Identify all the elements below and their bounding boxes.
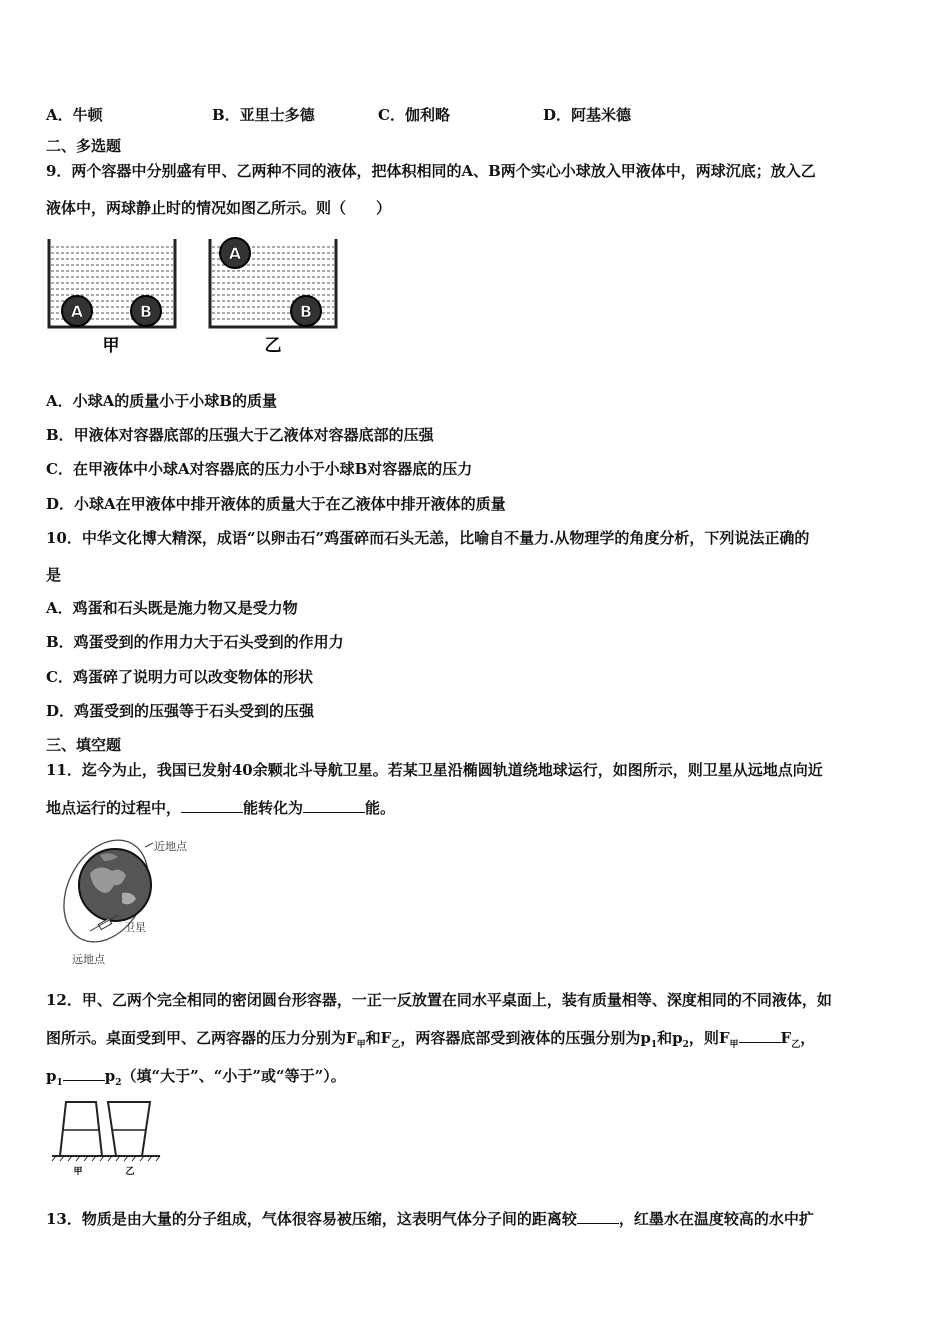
q9-option-a: A．小球A的质量小于小球B的质量	[46, 392, 277, 410]
frustum-yi	[108, 1102, 150, 1156]
q12-stem-line3	[46, 1066, 346, 1092]
q11-blank-1[interactable]	[181, 798, 243, 813]
q12-stem-line2	[46, 1028, 815, 1054]
satellite-label: 卫星	[124, 921, 146, 934]
q12-text-p2: p	[104, 1067, 116, 1085]
q12-sub-2: 2	[682, 1040, 689, 1050]
container-jia	[49, 239, 175, 356]
label-jia: 甲	[102, 336, 120, 356]
q11-stem-line1: 11．迄今为止，我国已发射40余颗北斗导航卫星。若某卫星沿椭圆轨道绕地球运行，如图所示，则卫星从远地点向近	[46, 761, 823, 779]
q12-text-b: 和F	[365, 1029, 392, 1047]
q11-text-c: 能。	[365, 799, 396, 817]
q8-option-b: B．亚里士多德	[212, 106, 315, 124]
q10-stem-line2: 是	[46, 566, 62, 584]
ball-b-label-jia: B	[139, 302, 153, 321]
q10-option-a: A．鸡蛋和石头既是施力物又是受力物	[46, 599, 298, 617]
q12-sub-1-2: 1	[56, 1078, 63, 1088]
frustum-label-yi: 乙	[125, 1167, 135, 1177]
q12-text-c: ，两容器底部受到液体的压强分别为p	[400, 1029, 651, 1047]
q12-blank-1[interactable]	[739, 1028, 781, 1043]
q8-option-d: D．阿基米德	[543, 106, 632, 124]
q11-stem-line2	[46, 798, 395, 817]
q12-text-d: 和p	[657, 1029, 683, 1047]
ball-b-label-yi: B	[299, 302, 313, 321]
q12-blank-2[interactable]	[63, 1066, 105, 1081]
q12-sub-yi-2: 乙	[791, 1040, 801, 1050]
q12-text-hint: （填“大于”、“小于”或“等于”）。	[121, 1067, 346, 1085]
q9-option-b: B．甲液体对容器底部的压强大于乙液体对容器底部的压强	[46, 426, 434, 444]
q12-text-g: ，	[800, 1029, 816, 1047]
q13-text-b: ，红墨水在温度较高的水中扩	[618, 1210, 814, 1228]
q12-text-p1: p	[46, 1067, 57, 1085]
q11-figure-orbit	[60, 835, 210, 970]
q9-option-c: C．在甲液体中小球A对容器底的压力小于小球B对容器底的压力	[46, 460, 473, 478]
q9-stem-line2: 液体中，两球静止时的情况如图乙所示。则（ ）	[46, 199, 392, 217]
q13-text-a: 13．物质是由大量的分子组成，气体很容易被压缩，这表明气体分子间的距离较	[46, 1210, 577, 1228]
section-heading-multiple-choice: 二、多选题	[46, 137, 122, 155]
q10-stem-line1: 10．中华文化博大精深，成语“以卵击石”鸡蛋碎而石头无恙，比喻自不量力.从物理学的角度分析，下列说法正确的	[46, 529, 810, 547]
q12-text-f: F	[780, 1029, 792, 1047]
q10-option-b: B．鸡蛋受到的作用力大于石头受到的作用力	[46, 633, 344, 651]
q13-blank-1[interactable]	[577, 1209, 619, 1224]
q8-option-a: A．牛顿	[46, 106, 103, 124]
q9-figure-containers	[44, 233, 344, 357]
q12-stem-line1: 12．甲、乙两个完全相同的密闭圆台形容器，一正一反放置在同水平桌面上，装有质量相等、深度相同的不同液体，如	[46, 991, 832, 1009]
q11-text-a: 地点运行的过程中，	[46, 799, 182, 817]
q8-option-c: C．伽利略	[378, 106, 450, 124]
q13-stem-line1	[46, 1209, 814, 1228]
q12-sub-2-2: 2	[115, 1078, 122, 1088]
q12-text-e: ，则F	[688, 1029, 730, 1047]
q9-option-d: D．小球A在甲液体中排开液体的质量大于在乙液体中排开液体的质量	[46, 495, 506, 513]
label-yi: 乙	[264, 336, 282, 356]
q12-sub-yi: 乙	[391, 1040, 401, 1050]
q12-figure-frustums	[50, 1098, 170, 1178]
q10-option-d: D．鸡蛋受到的压强等于石头受到的压强	[46, 702, 315, 720]
q12-sub-1: 1	[650, 1040, 658, 1050]
q12-sub-jia-2: 甲	[729, 1040, 739, 1050]
frustum-label-jia: 甲	[73, 1167, 83, 1177]
q11-blank-2[interactable]	[303, 798, 365, 813]
ball-a-label-jia: A	[70, 302, 84, 321]
q12-text-a: 图所示。桌面受到甲、乙两容器的压力分别为F	[46, 1029, 357, 1047]
q10-option-c: C．鸡蛋碎了说明力可以改变物体的形状	[46, 668, 313, 686]
q12-sub-jia: 甲	[356, 1040, 366, 1050]
apogee-label: 远地点	[72, 953, 105, 966]
frustum-jia	[60, 1102, 102, 1156]
container-yi	[210, 238, 336, 356]
q11-text-b: 能转化为	[243, 799, 304, 817]
perigee-label: 近地点	[154, 840, 187, 853]
section-heading-fill-blank: 三、填空题	[46, 736, 122, 754]
ball-a-label-yi: A	[228, 244, 242, 263]
q9-stem-line1: 9．两个容器中分别盛有甲、乙两种不同的液体，把体积相同的A、B两个实心小球放入甲液体中，两球沉底；放入乙	[46, 162, 816, 180]
